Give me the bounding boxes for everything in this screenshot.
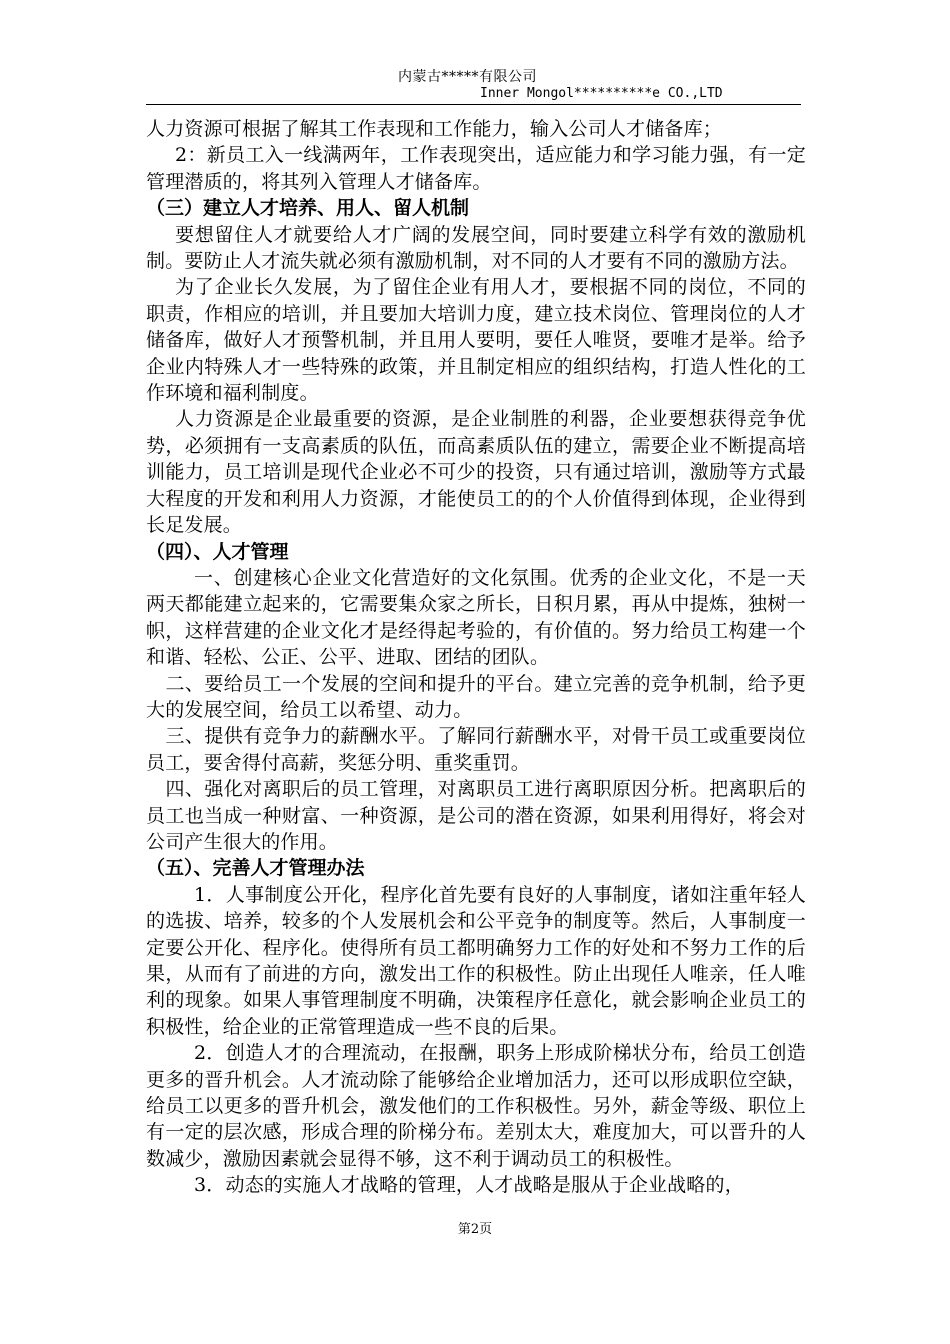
header-company-en: Inner Mongol**********e CO.,LTD — [480, 86, 723, 101]
body-paragraph: 1．人事制度公开化，程序化首先要有良好的人事制度，诸如注重年轻人的选拔、培养，较多的个人发展机会和公平竞争的制度等。然后，人事制度一定要公开化、程序化。使得所有员工都明确努力工作的好处和不努力工作的后果，从而有了前进的方向，激发出工作的积极性。防止出现任人唯亲，任人唯利的现象。如果人事管理制度不明确，决策程序任意化，就会影响企业员工的积极性，给企业的正常管理造成一些不良的后果。 — [146, 883, 806, 1038]
body-paragraph: 3．动态的实施人才战略的管理，人才战略是服从于企业战略的， — [194, 1174, 744, 1197]
document-body — [146, 116, 806, 1199]
page-header — [146, 60, 801, 105]
section-heading: （四）、人才管理 — [146, 540, 289, 563]
body-paragraph: 四、强化对离职后的员工管理，对离职员工进行离职原因分析。把离职后的员工也当成一种财富、一种资源，是公司的潜在资源，如果利用得好，将会对公司产生很大的作用。 — [146, 778, 806, 853]
body-paragraph: 2：新员工入一线满两年，工作表现突出，适应能力和学习能力强，有一定管理潜质的，将其列入管理人才储备库。 — [146, 144, 806, 193]
section-heading: （三）建立人才培养、用人、留人机制 — [146, 197, 470, 220]
body-paragraph: 2．创造人才的合理流动，在报酬，职务上形成阶梯状分布，给员工创造更多的晋升机会。人才流动除了能够给企业增加活力，还可以形成职位空缺，给员工以更多的晋升机会，激发他们的工作积极性。另外，薪金等级、职位上有一定的层次感，形成合理的阶梯分布。差别太大，难度加大，可以晋升的人数减少，激励因素就会显得不够，这不利于调动员工的积极性。 — [146, 1042, 806, 1170]
body-paragraph: 要想留住人才就要给人才广阔的发展空间，同时要建立科学有效的激励机制。要防止人才流失就必须有激励机制，对不同的人才要有不同的激励方法。 — [146, 223, 806, 273]
body-paragraph: 人力资源可根据了解其工作表现和工作能力，输入公司人才储备库； — [146, 118, 723, 140]
body-paragraph: 人力资源是企业最重要的资源，是企业制胜的利器，企业要想获得竞争优势，必须拥有一支高素质的队伍，而高素质队伍的建立，需要企业不断提高培训能力，员工培训是现代企业必不可少的投资，只有通过培训，激励等方式最大程度的开发和利用人力资源，才能使员工的的个人价值得到体现，企业得到长足发展。 — [146, 408, 806, 537]
page-number: 第2页 — [457, 1222, 493, 1237]
body-paragraph: 三、提供有竞争力的薪酬水平。了解同行薪酬水平，对骨干员工或重要岗位员工，要舍得付高薪，奖惩分明、重奖重罚。 — [146, 725, 806, 774]
section-heading: （五）、完善人才管理办法 — [146, 857, 365, 880]
body-paragraph: 二、要给员工一个发展的空间和提升的平台。建立完善的竞争机制，给予更大的发展空间，给员工以希望、动力。 — [146, 672, 806, 721]
body-paragraph: 为了企业长久发展，为了留住企业有用人才，要根据不同的岗位，不同的职责，作相应的培训，并且要加大培训力度，建立技术岗位、管理岗位的人才储备库，做好人才预警机制，并且用人要明，要任人唯贤，要唯才是举。给予企业内特殊人才一些特殊的政策，并且制定相应的组织结构，打造人性化的工作环境和福利制度。 — [146, 276, 806, 405]
body-paragraph: 一、创建核心企业文化营造好的文化氛围。优秀的企业文化，不是一天两天都能建立起来的，它需要集众家之所长，日积月累，再从中提炼，独树一帜，这样营建的企业文化才是经得起考验的，有价值的。努力给员工构建一个和谐、轻松、公正、公平、进取、团结的团队。 — [146, 566, 806, 669]
header-company-cn: 内蒙古*****有限公司 — [398, 69, 537, 85]
